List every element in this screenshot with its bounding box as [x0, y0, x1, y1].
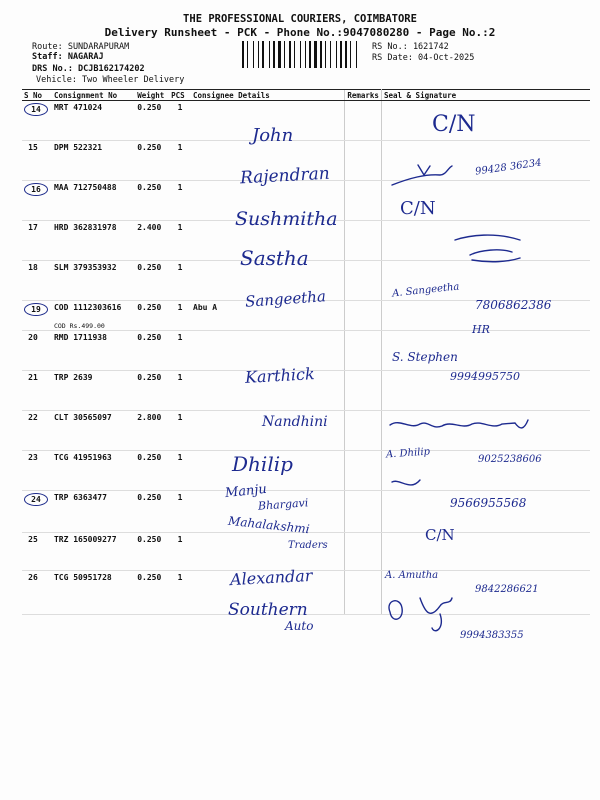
signature: C/N [400, 198, 436, 219]
consignment-number: MAA 712750488 [53, 183, 117, 192]
col-consignee: Consignee Details [191, 90, 345, 101]
row-weight: 0.250 [135, 261, 169, 301]
consignment-number: TCG 41951963 [53, 453, 112, 462]
row-pcs: 1 [169, 181, 191, 221]
row-weight: 2.800 [135, 411, 169, 451]
row-pcs: 1 [169, 261, 191, 301]
col-sno: S No [22, 90, 52, 101]
row-pcs: 1 [169, 221, 191, 261]
signature: C/N [425, 526, 455, 544]
row-weight: 2.400 [135, 221, 169, 261]
consignment-number: TRZ 165009277 [53, 535, 117, 544]
col-consignment: Consignment No [52, 90, 135, 101]
signature-scribble [392, 166, 452, 185]
signature-phone: 7806862386 [475, 298, 552, 312]
sno-value: 23 [28, 453, 38, 462]
consignment-number: CLT 30565097 [53, 413, 112, 422]
col-signature: Seal & Signature [381, 90, 590, 101]
row-weight: 0.250 [135, 301, 169, 331]
sno-value: 22 [28, 413, 38, 422]
handwritten-name: Karthick [244, 364, 316, 387]
signature-scribble [389, 598, 452, 631]
cod-amount: COD Rs.499.00 [53, 322, 105, 330]
signature-phone: 9566955568 [450, 496, 527, 510]
sno-value: 16 [24, 183, 48, 196]
signature-scribble [418, 165, 430, 175]
row-weight: 0.250 [135, 533, 169, 571]
row-weight: 0.250 [135, 571, 169, 615]
handwritten-name: Rajendran [239, 163, 331, 189]
handwritten-name: Mahalakshmi [227, 513, 311, 537]
row-pcs: 1 [169, 371, 191, 411]
sno-value: 21 [28, 373, 38, 382]
sno-value: 26 [28, 573, 38, 582]
signature-phone: 9994995750 [450, 370, 520, 383]
row-weight: 0.250 [135, 101, 169, 141]
handwritten-name: Nandhini [262, 414, 328, 430]
signature: C/N [432, 112, 476, 137]
row-pcs: 1 [169, 411, 191, 451]
col-weight: Weight [135, 90, 169, 101]
row-consignee: Abu A [191, 301, 345, 331]
signature-scribble [455, 235, 520, 262]
consignment-number: TCG 50951728 [53, 573, 112, 582]
rs-date: RS Date: 04-Oct-2025 [372, 53, 475, 63]
signature-phone: 9994383355 [460, 630, 524, 641]
sno-value: 18 [28, 263, 38, 272]
consignment-number: DPM 522321 [53, 143, 103, 152]
signature-phone: 9842286621 [475, 584, 539, 595]
row-pcs: 1 [169, 451, 191, 491]
handwritten-name: Sangeetha [244, 287, 327, 311]
row-weight: 0.250 [135, 141, 169, 181]
vehicle-label: Vehicle: Two Wheeler Delivery [36, 75, 185, 85]
signature: A. Amutha [385, 570, 439, 581]
handwritten-name: Manju [224, 481, 268, 502]
signature-phone: 99428 36234 [474, 157, 543, 178]
sno-value: 19 [24, 303, 48, 316]
handwritten-name: Traders [288, 540, 328, 551]
rs-number: RS No.: 1621742 [372, 42, 449, 52]
row-weight: 0.250 [135, 451, 169, 491]
consignment-number: HRD 362831978 [53, 223, 117, 232]
col-pcs: PCS [169, 90, 191, 101]
consignment-number: COD 1112303616 [53, 303, 122, 312]
signature: HR [472, 323, 490, 336]
row-pcs: 1 [169, 331, 191, 371]
sno-value: 15 [28, 143, 38, 152]
consignment-number: RMD 1711938 [53, 333, 107, 342]
row-pcs: 1 [169, 301, 191, 331]
signature-scribble [390, 420, 528, 428]
row-weight: 0.250 [135, 371, 169, 411]
signature-phone: 9025238606 [478, 454, 542, 465]
signature: A. Sangeetha [391, 281, 460, 300]
handwritten-name: Sushmitha [235, 208, 338, 230]
signature-scribble [392, 480, 420, 485]
runsheet-subtitle: Delivery Runsheet - PCK - Phone No.:9047080280 - Page No.:2 [104, 26, 496, 39]
row-weight: 0.250 [135, 181, 169, 221]
route-label: Route: SUNDARAPURAM [32, 42, 130, 52]
handwritten-name: John [252, 125, 294, 146]
sno-value: 25 [28, 535, 38, 544]
handwritten-name: Bhargavi [257, 496, 309, 513]
sno-value: 20 [28, 333, 38, 342]
row-weight: 0.250 [135, 331, 169, 371]
consignment-number: TRP 2639 [53, 373, 93, 382]
sno-value: 17 [28, 223, 38, 232]
consignment-number: SLM 379353932 [53, 263, 117, 272]
consignment-number: TRP 6363477 [53, 493, 107, 502]
consignment-number: MRT 471024 [53, 103, 103, 112]
row-pcs: 1 [169, 101, 191, 141]
row-pcs: 1 [169, 141, 191, 181]
row-pcs: 1 [169, 491, 191, 533]
sno-value: 24 [24, 493, 48, 506]
handwritten-name: Sastha [240, 246, 309, 270]
handwritten-name: Southern [228, 600, 308, 620]
row-pcs: 1 [169, 533, 191, 571]
staff-label: Staff: NAGARAJ [32, 52, 104, 62]
handwritten-name: Auto [285, 619, 314, 633]
handwritten-name: Dhilip [232, 452, 293, 476]
row-pcs: 1 [169, 571, 191, 615]
row-weight: 0.250 [135, 491, 169, 533]
company-title: THE PROFESSIONAL COURIERS, COIMBATORE [183, 13, 417, 25]
drs-number: DRS No.: DCJB162174202 [32, 64, 145, 74]
col-remarks: Remarks [345, 90, 382, 101]
handwritten-name: Alexandar [229, 565, 313, 590]
signature: S. Stephen [392, 350, 458, 364]
signature: A. Dhilip [385, 446, 431, 461]
sno-value: 14 [24, 103, 48, 116]
